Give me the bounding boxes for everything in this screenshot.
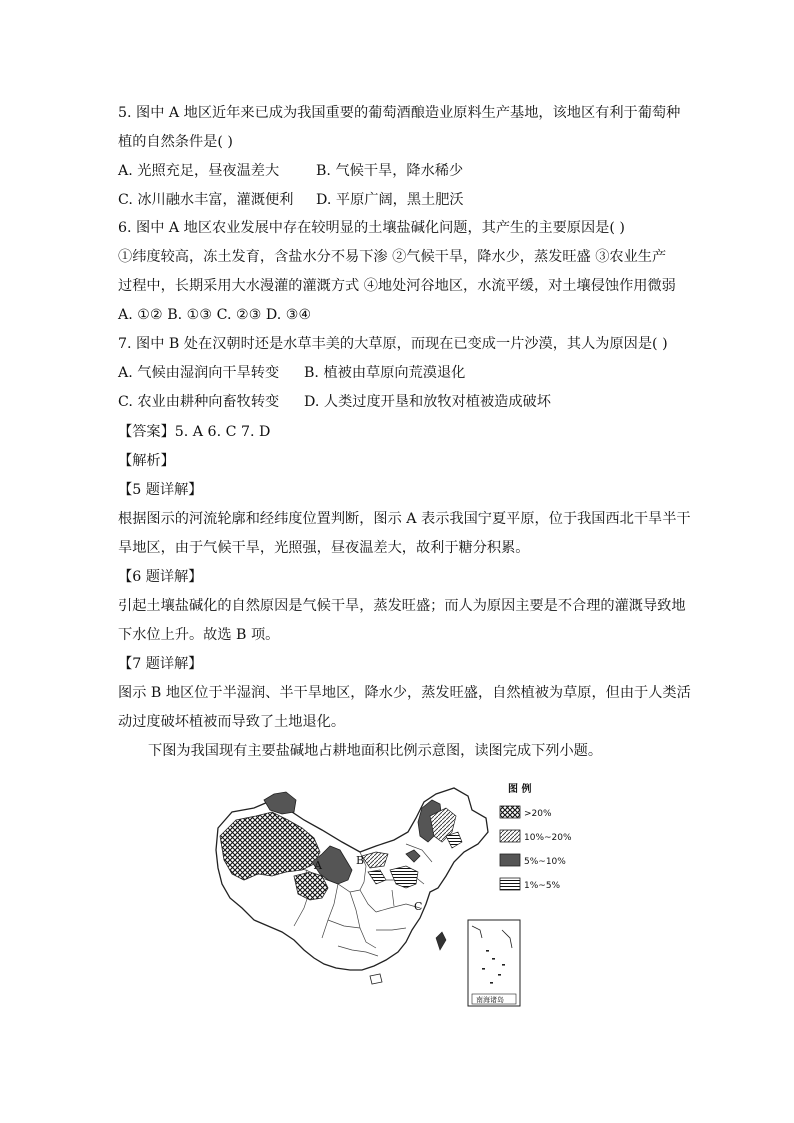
detail7-heading: 【7 题详解】 xyxy=(118,656,203,672)
answer-line: 【答案】5. A 6. C 7. D xyxy=(118,424,271,440)
china-map-svg xyxy=(210,780,590,1010)
q7-option-d: D. 人类过度开垦和放牧对植被造成破坏 xyxy=(304,394,551,410)
legend-swatch-10-20 xyxy=(500,830,520,842)
detail6-heading: 【6 题详解】 xyxy=(118,569,203,585)
q7-option-b: B. 植被由草原向荒漠退化 xyxy=(304,365,466,381)
q7-options-row2 xyxy=(118,393,678,411)
q7-option-a: A. 气候由湿润向干旱转变 xyxy=(118,365,280,381)
label-b: B xyxy=(356,854,365,867)
q7-stem: 7. 图中 B 处在汉朝时还是水草丰美的大草原，而现在已变成一片沙漠，其人为原因是( ) xyxy=(118,336,668,352)
map-legend xyxy=(500,782,572,891)
detail5-heading: 【5 题详解】 xyxy=(118,482,203,498)
map-intro: 下图为我国现有主要盐碱地占耕地面积比例示意图，读图完成下列小题。 xyxy=(148,743,603,759)
q5-option-c: C. 冰川融水丰富，灌溉便利 xyxy=(118,192,294,208)
detail6-line2: 下水位上升。故选 B 项。 xyxy=(118,627,280,643)
south-china-sea-inset xyxy=(468,920,520,1006)
q5-options-row1 xyxy=(118,162,678,180)
label-a: A xyxy=(314,859,322,872)
legend-title: 图 例 xyxy=(508,784,532,795)
legend-label-1-5: 1%~5% xyxy=(524,881,561,891)
legend-swatch-over-20 xyxy=(500,806,520,818)
q5-option-b: B. 气候干旱，降水稀少 xyxy=(316,163,464,179)
saline-land-map xyxy=(210,780,590,1010)
legend-swatch-5-10 xyxy=(500,854,520,866)
analysis-heading: 【解析】 xyxy=(118,453,175,469)
q7-options-row1 xyxy=(118,364,678,382)
legend-label-5-10: 5%~10% xyxy=(524,857,566,867)
q5-stem-line1: 5. 图中 A 地区近年来已成为我国重要的葡萄酒酿造业原料生产基地，该地区有利于葡萄种 xyxy=(118,105,681,121)
q5-option-a: A. 光照充足，昼夜温差大 xyxy=(118,163,280,179)
detail5-line1: 根据图示的河流轮廓和经纬度位置判断，图示 A 表示我国宁夏平原，位于我国西北干旱半干 xyxy=(118,511,691,527)
q6-stem-line1: 6. 图中 A 地区农业发展中存在较明显的土壤盐碱化问题，其产生的主要原因是( ) xyxy=(118,220,625,236)
inset-label: 南海诸岛 xyxy=(476,996,504,1004)
taiwan-island xyxy=(436,932,446,950)
q5-stem-line2: 植的自然条件是( ) xyxy=(118,134,233,150)
q6-options: A. ①② B. ①③ C. ②③ D. ③④ xyxy=(118,307,312,323)
detail5-line2: 旱地区，由于气候干旱，光照强，昼夜温差大，故利于糖分积累。 xyxy=(118,540,530,556)
q5-option-d: D. 平原广阔，黑土肥沃 xyxy=(316,192,464,208)
q5-options-row2 xyxy=(118,191,678,209)
detail7-line1: 图示 B 地区位于半湿润、半干旱地区，降水少，蒸发旺盛，自然植被为草原，但由于人类活 xyxy=(118,685,691,701)
label-c: C xyxy=(414,900,423,913)
detail7-line2: 动过度破坏植被而导致了土地退化。 xyxy=(118,714,346,730)
legend-label-over-20: >20% xyxy=(524,809,552,819)
hainan-island xyxy=(370,974,382,984)
legend-swatch-1-5 xyxy=(500,878,520,890)
detail6-line1: 引起土壤盐碱化的自然原因是气候干旱，蒸发旺盛；而人为原因主要是不合理的灌溉导致地 xyxy=(118,598,686,614)
q6-choice-line2: 过程中，长期采用大水漫灌的灌溉方式 ④地处河谷地区，水流平缓，对土壤侵蚀作用微弱 xyxy=(118,278,676,294)
q6-choice-line1: ①纬度较高，冻土发育，含盐水分不易下渗 ②气候干旱，降水少，蒸发旺盛 ③农业生产 xyxy=(118,249,667,265)
legend-label-10-20: 10%~20% xyxy=(524,833,572,843)
q7-option-c: C. 农业由耕种向畜牧转变 xyxy=(118,394,280,410)
